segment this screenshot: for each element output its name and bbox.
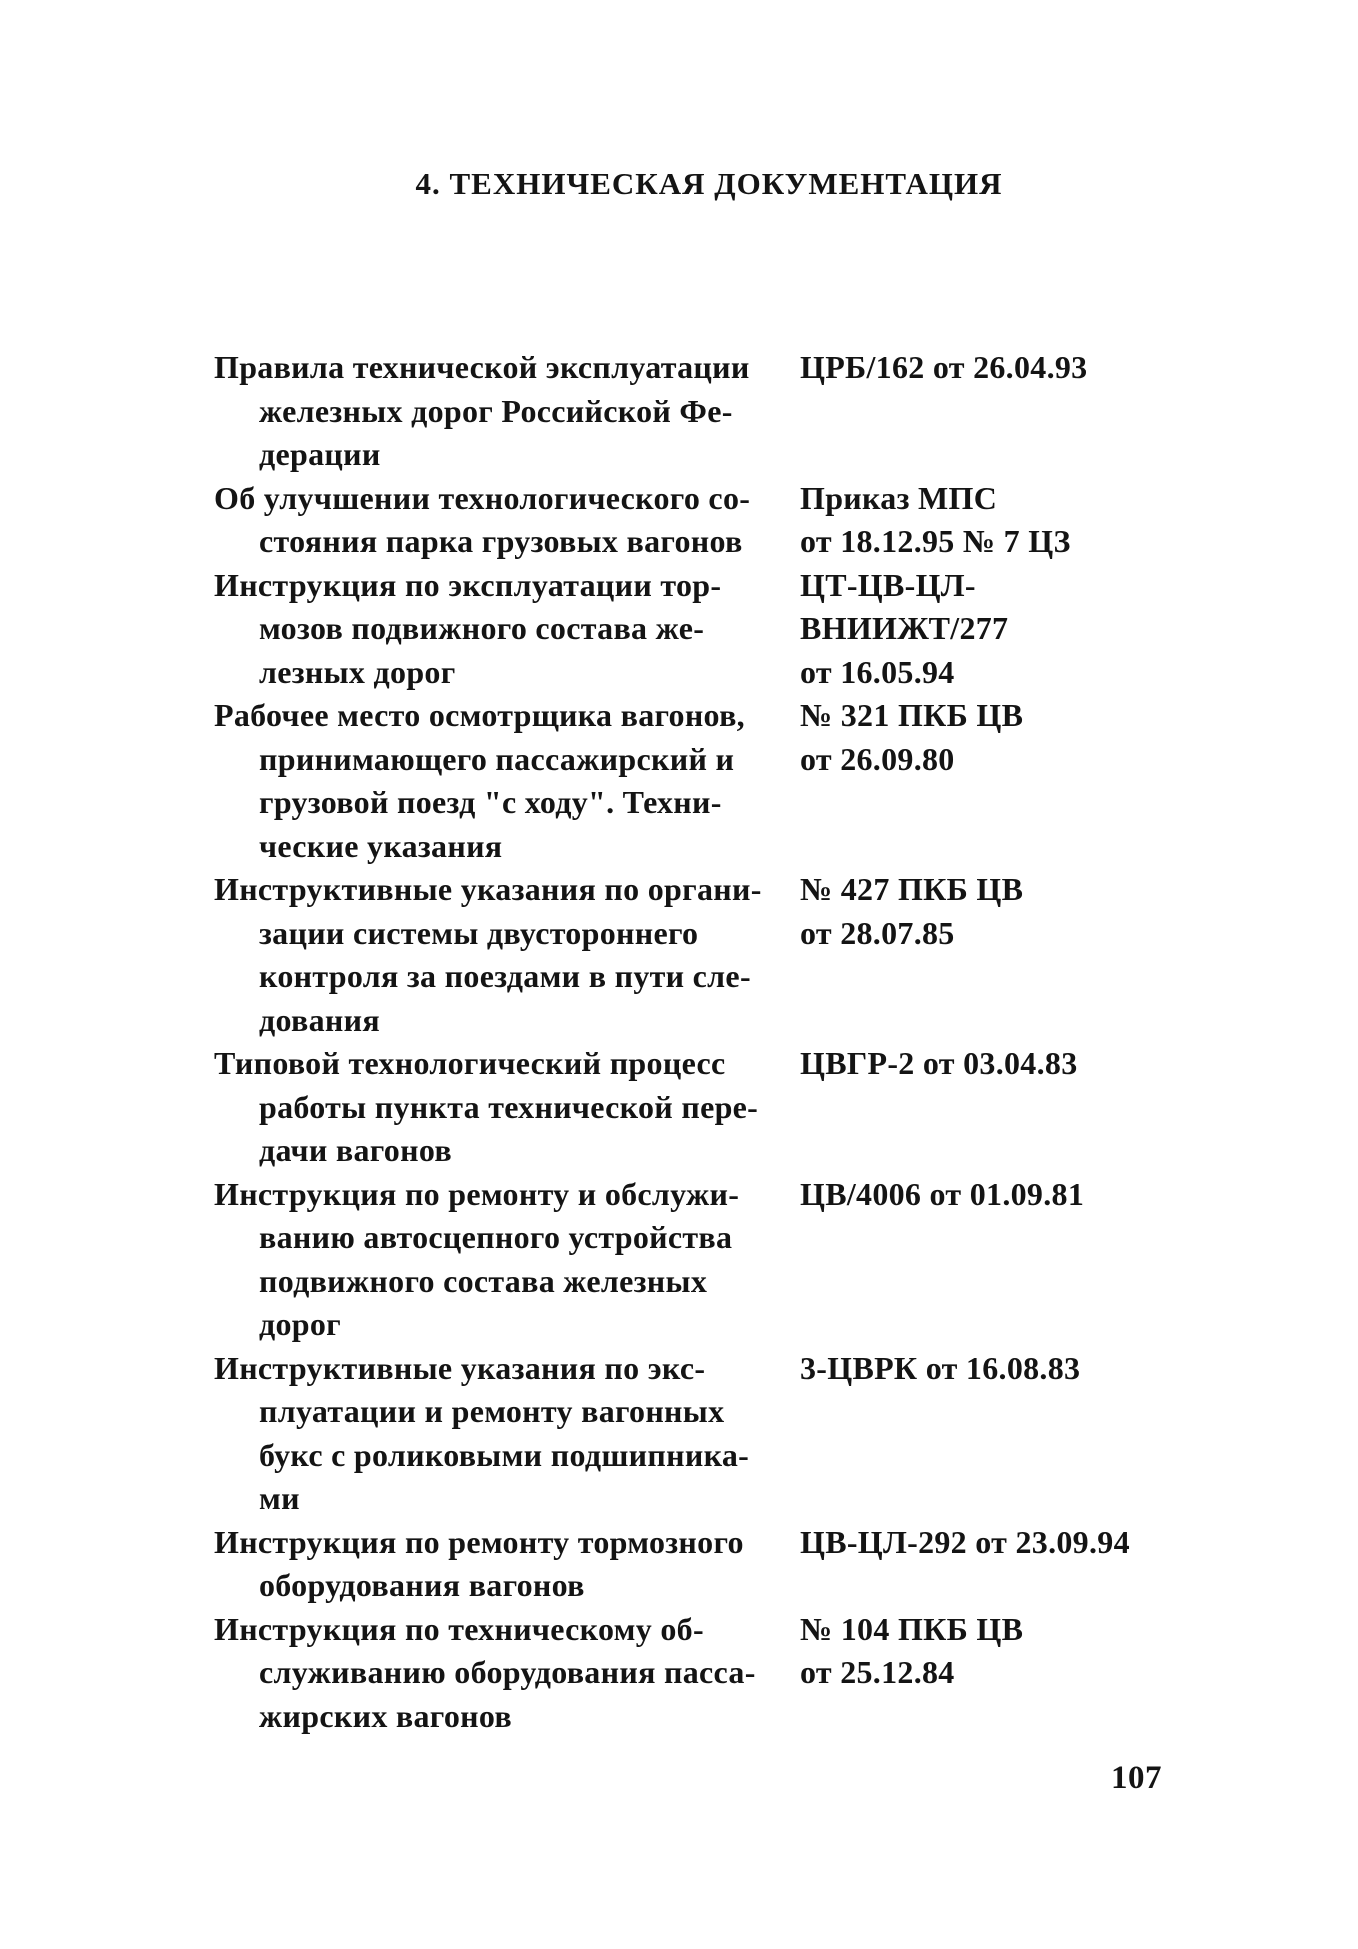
document-entry (214, 868, 1214, 1042)
document-entry (214, 694, 1214, 868)
document-reference-line: ВНИИЖТ/277 (800, 610, 1009, 646)
document-reference-line: от 16.05.94 (800, 653, 955, 690)
document-name-line: контроля за поездами в пути сле- (259, 958, 751, 994)
document-entry (214, 1173, 1214, 1347)
document-name-line: Инструкция по техническому об- (214, 1610, 704, 1647)
document-entry (214, 1521, 1214, 1608)
document-name (214, 564, 800, 695)
document-reference-line: Приказ МПС (800, 479, 998, 516)
document-name-line: букс с роликовыми подшипника- (259, 1436, 750, 1473)
document-reference-line: от 26.09.80 (800, 740, 955, 777)
document-name-line: дования (259, 1001, 380, 1038)
document-reference-line: № 104 ПКБ ЦВ (800, 1610, 1024, 1647)
document-name-line: Инструкция по эксплуатации тор- (214, 566, 722, 603)
page-title: 4. ТЕХНИЧЕСКАЯ ДОКУМЕНТАЦИЯ (415, 166, 1003, 201)
document-name (214, 868, 800, 1042)
document-name-line: ванию автосцепного устройства (259, 1219, 733, 1255)
document-reference (800, 1608, 1214, 1695)
document-name-line: зации системы двустороннего (259, 914, 699, 951)
document-name-line: Инструктивные указания по органи- (214, 871, 762, 907)
document-name (214, 1347, 800, 1521)
document-entry (214, 1608, 1214, 1739)
document-name-line: стояния парка грузовых вагонов (259, 523, 743, 559)
document-name-line: принимающего пассажирский и (259, 740, 735, 777)
document-reference (800, 1042, 1214, 1086)
document-reference-line: ЦТ-ЦВ-ЦЛ- (800, 566, 976, 603)
document-reference-line: от 18.12.95 № 7 ЦЗ (800, 523, 1071, 559)
document-name-line: жирских вагонов (259, 1697, 512, 1734)
document-reference-line: ЦВ-ЦЛ-292 от 23.09.94 (800, 1523, 1130, 1560)
document-name-line: Рабочее место осмотрщика вагонов, (214, 697, 745, 733)
document-name (214, 1608, 800, 1739)
document-name-line: подвижного состава железных (259, 1262, 708, 1299)
document-reference (800, 564, 1214, 695)
document-reference (800, 694, 1214, 781)
document-name-line: дачи вагонов (259, 1132, 452, 1168)
document-name-line: Инструкция по ремонту тормозного (214, 1523, 744, 1560)
document-entry (214, 477, 1214, 564)
document-name-line: оборудования вагонов (259, 1567, 585, 1603)
document-name-line: служиванию оборудования пасса- (259, 1654, 756, 1690)
document-name-line: Правила технической эксплуатации (214, 349, 750, 385)
document-name (214, 694, 800, 868)
document-name-line: ми (259, 1480, 300, 1516)
document-entry (214, 346, 1214, 477)
document-reference-line: ЦВГР-2 от 03.04.83 (800, 1045, 1078, 1081)
document-name-line: Типовой технологический процесс (214, 1045, 726, 1081)
document-entry (214, 1042, 1214, 1173)
document-name-line: Инструкция по ремонту и обслужи- (214, 1175, 740, 1212)
document-name (214, 1042, 800, 1173)
document-entry (214, 1347, 1214, 1521)
document-reference-line: № 427 ПКБ ЦВ (800, 871, 1024, 907)
document-reference-line: от 25.12.84 (800, 1654, 955, 1690)
document-name (214, 1173, 800, 1347)
document-reference-line: ЦВ/4006 от 01.09.81 (800, 1175, 1085, 1212)
document-name-line: ческие указания (259, 827, 503, 864)
document-name-line: Инструктивные указания по экс- (214, 1349, 706, 1386)
document-reference (800, 346, 1214, 390)
document-name-line: дорог (259, 1306, 342, 1342)
document-name-line: лезных дорог (259, 653, 456, 690)
document-name (214, 346, 800, 477)
document-name-line: работы пункта технической пере- (259, 1088, 759, 1125)
document-reference-line: 3-ЦВРК от 16.08.83 (800, 1349, 1081, 1386)
document-list (214, 346, 1214, 1738)
document-entry (214, 564, 1214, 695)
document-name-line: грузовой поезд "с ходу". Техни- (259, 784, 722, 820)
document-name-line: плуатации и ремонту вагонных (259, 1393, 725, 1429)
document-reference (800, 477, 1214, 564)
document-name-line: мозов подвижного состава же- (259, 610, 705, 646)
document-name-line: Об улучшении технологического со- (214, 479, 751, 516)
document-reference (800, 1173, 1214, 1217)
document-name (214, 1521, 800, 1608)
document-reference (800, 1521, 1214, 1565)
document-reference (800, 868, 1214, 955)
document-reference-line: ЦРБ/162 от 26.04.93 (800, 349, 1088, 385)
document-name (214, 477, 800, 564)
page-number: 107 (1111, 1760, 1162, 1796)
document-name-line: дерации (259, 436, 381, 472)
document-name-line: железных дорог Российской Фе- (259, 392, 733, 429)
document-reference-line: № 321 ПКБ ЦВ (800, 697, 1024, 733)
document-reference-line: от 28.07.85 (800, 914, 955, 951)
document-reference (800, 1347, 1214, 1391)
